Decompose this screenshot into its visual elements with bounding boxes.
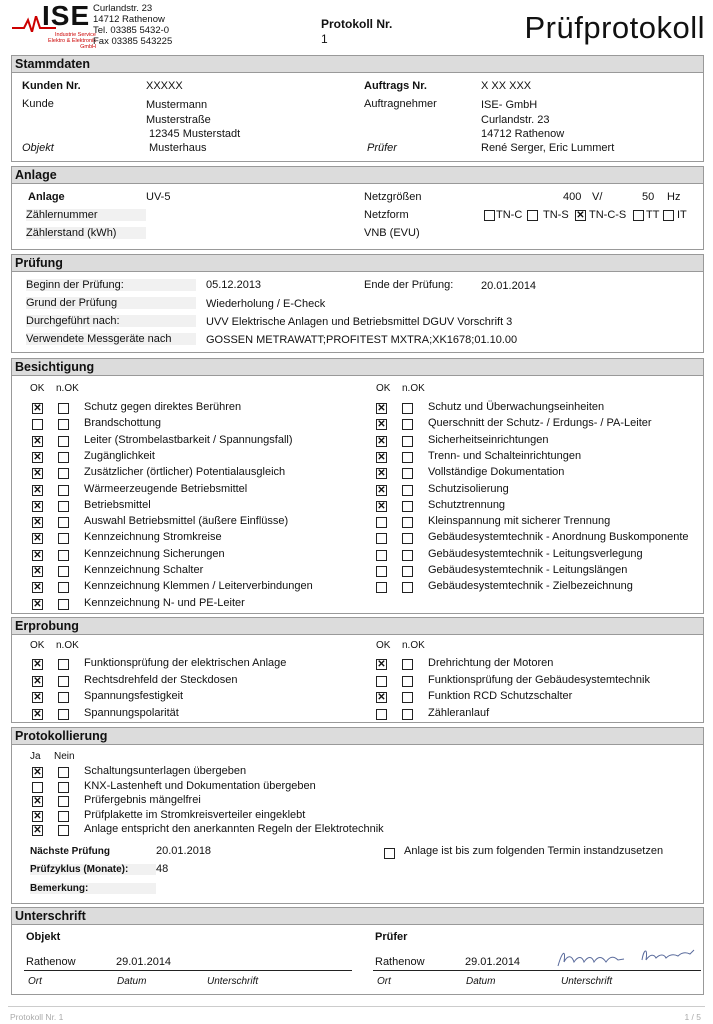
durchgefuehrt-value[interactable]: UVV Elektrische Anlagen und Betriebsmittel DGUV Vorschrift 3 <box>206 316 513 328</box>
section-anlage <box>11 166 704 250</box>
ok-checkbox[interactable]: ✕ <box>33 708 42 720</box>
netzform-tnc-label: TN-C <box>496 209 523 221</box>
netzform-it-label: IT <box>677 209 687 221</box>
ende-value[interactable]: 20.01.2014 <box>481 280 537 292</box>
ok-column-label: OK <box>30 640 45 651</box>
auftragnehmer-value[interactable] <box>481 98 564 142</box>
pruefer-signature-label: Prüfer <box>375 931 408 943</box>
ok-checkbox[interactable]: ✕ <box>33 598 42 610</box>
ok-checkbox[interactable]: ✕ <box>377 451 386 463</box>
ok-checkbox[interactable]: ✕ <box>377 403 386 414</box>
zaehlerstand-label: Zählerstand (kWh) <box>26 227 146 239</box>
check-item-label: Kennzeichnung Sicherungen <box>84 547 225 560</box>
check-item-label: Brandschottung <box>84 417 162 430</box>
pruefer-signature-line <box>373 970 701 971</box>
ok-checkbox[interactable]: ✕ <box>377 659 386 670</box>
check-item-label: Kennzeichnung Stromkreise <box>84 531 222 544</box>
ok-checkbox[interactable] <box>376 517 387 528</box>
check-item-label: Schutz und Überwachungseinheiten <box>428 401 605 413</box>
ok-checkbox[interactable]: ✕ <box>377 468 386 480</box>
check-item-label: Drehrichtung der Motoren <box>428 657 554 669</box>
ok-checkbox[interactable]: ✕ <box>377 692 386 703</box>
page-title: Prüfprotokoll <box>524 10 705 45</box>
instandsetzen-checkbox[interactable] <box>384 848 395 859</box>
nok-checkbox[interactable] <box>58 767 69 778</box>
pruefer-place[interactable]: Rathenow <box>375 956 425 968</box>
ok-checkbox[interactable] <box>32 419 43 430</box>
nok-checkbox[interactable] <box>402 709 413 720</box>
anlage-label: Anlage <box>28 191 65 203</box>
ok-checkbox[interactable]: ✕ <box>33 549 42 561</box>
check-item-label: Spannungspolarität <box>84 706 179 719</box>
check-item-label: Anlage entspricht den anerkannten Regeln der Elektrotechnik <box>84 823 384 835</box>
section-besichtigung <box>11 358 704 614</box>
section-pruefung <box>11 254 704 353</box>
auftrags-nr-value[interactable]: X XX XXX <box>481 80 532 92</box>
check-item-label: Kleinspannung mit sicherer Trennung <box>428 515 611 528</box>
check-item-label: Funktionsprüfung der elektrischen Anlage <box>84 657 287 669</box>
nok-checkbox[interactable] <box>402 692 413 703</box>
ok-checkbox[interactable]: ✕ <box>33 582 42 594</box>
nok-checkbox[interactable] <box>58 709 69 720</box>
check-item-label: Prüfergebnis mängelfrei <box>84 794 201 806</box>
section-title: Anlage <box>12 167 703 184</box>
nok-checkbox[interactable] <box>402 659 413 670</box>
section-erprobung <box>11 617 704 723</box>
nok-checkbox[interactable] <box>402 452 413 463</box>
ok-checkbox[interactable]: ✕ <box>33 468 42 480</box>
kunde-city: 12345 Musterstadt <box>146 128 241 140</box>
beginn-label: Beginn der Prüfung: <box>26 279 196 291</box>
messgeraete-label: Verwendete Messgeräte nach <box>26 333 196 345</box>
instandsetzen-label: Anlage ist bis zum folgenden Termin instandzusetzen <box>404 845 664 857</box>
ok-checkbox[interactable]: ✕ <box>33 692 42 703</box>
logo-text: ISE <box>42 0 91 31</box>
grund-label: Grund der Prüfung <box>26 297 196 309</box>
check-item-label: Funktionsprüfung der Gebäudesystemtechnik <box>428 673 650 686</box>
kunde-value[interactable] <box>146 98 240 142</box>
section-stammdaten <box>11 55 704 162</box>
netzform-tns-label: TN-S <box>543 209 569 221</box>
nok-checkbox[interactable] <box>402 485 413 496</box>
nok-checkbox[interactable] <box>58 419 69 430</box>
ja-column-label: Ja <box>30 751 41 762</box>
objekt-signature-label: Objekt <box>26 931 61 943</box>
ok-checkbox[interactable]: ✕ <box>33 659 42 670</box>
pruefer-value[interactable]: René Serger, Eric Lummert <box>481 142 615 154</box>
address-line: Curlandstr. 23 <box>93 3 153 14</box>
netzform-tncs-label: TN-C-S <box>589 209 627 221</box>
nok-checkbox[interactable] <box>58 796 69 807</box>
footer-left: Protokoll Nr. 1 <box>10 1012 64 1022</box>
nok-column-label: n.OK <box>402 383 425 394</box>
netzform-tnc-checkbox[interactable] <box>484 210 495 221</box>
check-item-label: Zusätzlicher (örtlicher) Potentialausgleich <box>84 466 286 479</box>
pruefzyklus-value[interactable]: 48 <box>156 863 169 875</box>
check-item-label: Schutzisolierung <box>428 482 509 495</box>
netzform-tt-label: TT <box>646 209 660 221</box>
check-item-label: Auswahl Betriebsmittel (äußere Einflüsse) <box>84 515 289 528</box>
nok-checkbox[interactable] <box>58 825 69 836</box>
section-title: Prüfung <box>12 255 703 272</box>
check-item-label: Trenn- und Schalteinrichtungen <box>428 449 582 462</box>
footer-page: 1 / 5 <box>684 1012 701 1022</box>
check-item-label: Gebäudesystemtechnik - Zielbezeichnung <box>428 580 633 593</box>
check-item-label: Schaltungsunterlagen übergeben <box>84 765 247 777</box>
vnb-label: VNB (EVU) <box>364 227 420 239</box>
handwritten-signature <box>552 942 702 972</box>
naechste-pruefung-value[interactable]: 20.01.2018 <box>156 845 212 857</box>
kunden-nr-value[interactable]: XXXXX <box>146 80 183 92</box>
check-item-label: Gebäudesystemtechnik - Leitungslängen <box>428 564 628 576</box>
nok-checkbox[interactable] <box>402 403 413 414</box>
ok-checkbox[interactable]: ✕ <box>377 419 386 431</box>
address-line: Tel. 03385 5432-0 <box>93 25 170 36</box>
check-item-label: Schutz gegen direktes Berühren <box>84 401 242 413</box>
check-item-label: Rechtsdrehfeld der Steckdosen <box>84 673 238 686</box>
check-item-label: Kennzeichnung N- und PE-Leiter <box>84 596 245 609</box>
section-unterschrift <box>11 907 704 995</box>
bemerkung-label: Bemerkung: <box>30 883 156 894</box>
nok-column-label: n.OK <box>402 640 425 651</box>
ok-column-label: OK <box>376 383 391 394</box>
auftrags-nr-label: Auftrags Nr. <box>364 80 427 92</box>
section-protokollierung <box>11 727 704 904</box>
nok-checkbox[interactable] <box>58 436 69 447</box>
messgeraete-value[interactable]: GOSSEN METRAWATT;PROFITEST MXTRA;XK1678;01.10.00 <box>206 334 518 346</box>
nok-checkbox[interactable] <box>58 533 69 544</box>
section-title: Stammdaten <box>12 56 703 73</box>
auftragnehmer-city: 14712 Rathenow <box>481 128 565 140</box>
voltage-unit: V/ <box>592 191 603 203</box>
ort-label: Ort <box>377 976 391 987</box>
netzgroessen-label: Netzgrößen <box>364 191 422 203</box>
address-line: 14712 Rathenow <box>93 14 165 25</box>
nok-checkbox[interactable] <box>402 550 413 561</box>
ok-checkbox[interactable]: ✕ <box>33 675 42 687</box>
datum-label: Datum <box>117 976 147 987</box>
ok-column-label: OK <box>30 383 45 394</box>
objekt-value[interactable]: Musterhaus <box>149 142 207 154</box>
netzform-tt-checkbox[interactable] <box>633 210 644 221</box>
nok-checkbox[interactable] <box>402 419 413 430</box>
objekt-date[interactable]: 29.01.2014 <box>116 956 172 968</box>
footer-divider <box>8 1006 705 1007</box>
ort-label: Ort <box>28 976 42 987</box>
ok-checkbox[interactable]: ✕ <box>33 767 42 778</box>
check-item-label: Zugänglichkeit <box>84 449 155 462</box>
ok-checkbox[interactable] <box>376 550 387 561</box>
pruefer-label: Prüfer <box>367 142 397 154</box>
nok-checkbox[interactable] <box>58 485 69 496</box>
unterschrift-label: Unterschrift <box>207 976 259 987</box>
address-line: Fax 03385 543225 <box>93 36 173 47</box>
frequency-value[interactable]: 50 <box>642 191 655 203</box>
pruefzyklus-label: Prüfzyklus (Monate): <box>30 864 156 875</box>
nok-checkbox[interactable] <box>402 533 413 544</box>
ok-checkbox[interactable]: ✕ <box>33 484 42 496</box>
section-title: Besichtigung <box>12 359 703 376</box>
check-item-label: Spannungsfestigkeit <box>84 690 184 702</box>
check-item-label: Gebäudesystemtechnik - Anordnung Buskomponente <box>428 531 689 544</box>
nein-column-label: Nein <box>54 751 75 762</box>
pruefer-date[interactable]: 29.01.2014 <box>465 956 521 968</box>
ok-checkbox[interactable]: ✕ <box>33 825 42 836</box>
nok-checkbox[interactable] <box>58 676 69 687</box>
ok-checkbox[interactable]: ✕ <box>33 566 42 577</box>
nok-checkbox[interactable] <box>402 501 413 512</box>
naechste-pruefung-label: Nächste Prüfung <box>30 846 111 857</box>
kunde-street: Musterstraße <box>146 113 211 126</box>
ok-checkbox[interactable]: ✕ <box>377 484 386 496</box>
unterschrift-label: Unterschrift <box>561 976 613 987</box>
nok-checkbox[interactable] <box>58 782 69 793</box>
auftragnehmer-street: Curlandstr. 23 <box>481 113 550 126</box>
netzform-it-checkbox[interactable] <box>663 210 674 221</box>
anlage-value[interactable]: UV-5 <box>146 191 171 203</box>
durchgefuehrt-label: Durchgeführt nach: <box>26 315 196 327</box>
zaehlernummer-label: Zählernummer <box>26 209 146 221</box>
nok-checkbox[interactable] <box>402 566 413 577</box>
nok-checkbox[interactable] <box>58 468 69 479</box>
ok-checkbox[interactable] <box>32 782 43 793</box>
check-item-label: Leiter (Strombelastbarkeit / Spannungsfall) <box>84 433 293 446</box>
ok-checkbox[interactable]: ✕ <box>33 435 42 447</box>
ok-checkbox[interactable]: ✕ <box>33 500 42 512</box>
check-item-label: Schutztrennung <box>428 498 506 511</box>
check-item-label: Vollständige Dokumentation <box>428 466 565 479</box>
auftragnehmer-name: ISE- GmbH <box>481 99 538 111</box>
kunde-label: Kunde <box>22 98 54 110</box>
check-item-label: Zähleranlauf <box>428 706 490 719</box>
nok-checkbox[interactable] <box>402 517 413 528</box>
ok-checkbox[interactable]: ✕ <box>33 810 42 822</box>
section-title: Erprobung <box>12 618 703 635</box>
grund-value[interactable]: Wiederholung / E-Check <box>206 298 326 310</box>
check-item-label: Kennzeichnung Schalter <box>84 564 204 576</box>
nok-checkbox[interactable] <box>58 550 69 561</box>
check-item-label: Wärmeerzeugende Betriebsmittel <box>84 482 248 495</box>
nok-checkbox[interactable] <box>402 468 413 479</box>
check-item-label: Querschnitt der Schutz- / Erdungs- / PA-Leiter <box>428 417 652 430</box>
beginn-value[interactable]: 05.12.2013 <box>206 279 262 291</box>
nok-checkbox[interactable] <box>58 811 69 822</box>
ok-checkbox[interactable]: ✕ <box>33 796 42 807</box>
nok-checkbox[interactable] <box>58 501 69 512</box>
check-item-label: Funktion RCD Schutzschalter <box>428 690 573 702</box>
nok-checkbox[interactable] <box>58 582 69 593</box>
kunde-name: Mustermann <box>146 99 208 111</box>
netzform-tncs-checkbox[interactable]: ✕ <box>576 210 585 221</box>
ok-checkbox[interactable]: ✕ <box>33 517 42 529</box>
nok-column-label: n.OK <box>56 640 79 651</box>
protocol-number-label: Protokoll Nr. <box>321 17 393 31</box>
voltage-value[interactable]: 400 <box>563 191 582 203</box>
nok-checkbox[interactable] <box>58 517 69 528</box>
ok-checkbox[interactable] <box>376 533 387 544</box>
ok-checkbox[interactable]: ✕ <box>377 435 386 447</box>
frequency-unit: Hz <box>667 191 681 203</box>
nok-column-label: n.OK <box>56 383 79 394</box>
objekt-signature-line <box>24 970 352 971</box>
ok-checkbox[interactable]: ✕ <box>33 403 42 414</box>
netzform-label: Netzform <box>364 209 409 221</box>
check-item-label: Sicherheitseinrichtungen <box>428 433 549 446</box>
ok-checkbox[interactable]: ✕ <box>377 500 386 512</box>
nok-checkbox[interactable] <box>402 582 413 593</box>
check-item-label: Gebäudesystemtechnik - Leitungsverlegung <box>428 547 643 560</box>
objekt-place[interactable]: Rathenow <box>26 956 76 968</box>
nok-checkbox[interactable] <box>58 566 69 577</box>
ok-checkbox[interactable] <box>376 709 387 720</box>
objekt-label: Objekt <box>22 142 54 154</box>
check-item-label: KNX-Lastenheft und Dokumentation übergeben <box>84 779 316 792</box>
protocol-number-value: 1 <box>321 32 328 46</box>
check-item-label: Prüfplakette im Stromkreisverteiler eingeklebt <box>84 808 306 821</box>
ok-checkbox[interactable] <box>376 676 387 687</box>
ok-checkbox[interactable] <box>376 582 387 593</box>
nok-checkbox[interactable] <box>58 452 69 463</box>
ok-column-label: OK <box>376 640 391 651</box>
section-title: Unterschrift <box>12 908 703 925</box>
check-item-label: Kennzeichnung Klemmen / Leiterverbindungen <box>84 580 313 593</box>
nok-checkbox[interactable] <box>402 676 413 687</box>
kunden-nr-label: Kunden Nr. <box>22 80 81 92</box>
ok-checkbox[interactable]: ✕ <box>33 451 42 463</box>
ok-checkbox[interactable]: ✕ <box>33 533 42 545</box>
check-item-label: Betriebsmittel <box>84 498 151 511</box>
ende-label: Ende der Prüfung: <box>364 279 454 291</box>
auftragnehmer-label: Auftragnehmer <box>364 98 437 110</box>
nok-checkbox[interactable] <box>58 692 69 703</box>
section-title: Protokollierung <box>12 728 703 745</box>
ok-checkbox[interactable] <box>376 566 387 577</box>
datum-label: Datum <box>466 976 496 987</box>
netzform-tns-checkbox[interactable] <box>527 210 538 221</box>
logo-subtitle: Industrie Service Elektro & Elektronik GmbH <box>48 32 96 50</box>
nok-checkbox[interactable] <box>402 436 413 447</box>
nok-checkbox[interactable] <box>58 403 69 414</box>
nok-checkbox[interactable] <box>58 659 69 670</box>
company-address <box>93 3 172 47</box>
nok-checkbox[interactable] <box>58 599 69 610</box>
